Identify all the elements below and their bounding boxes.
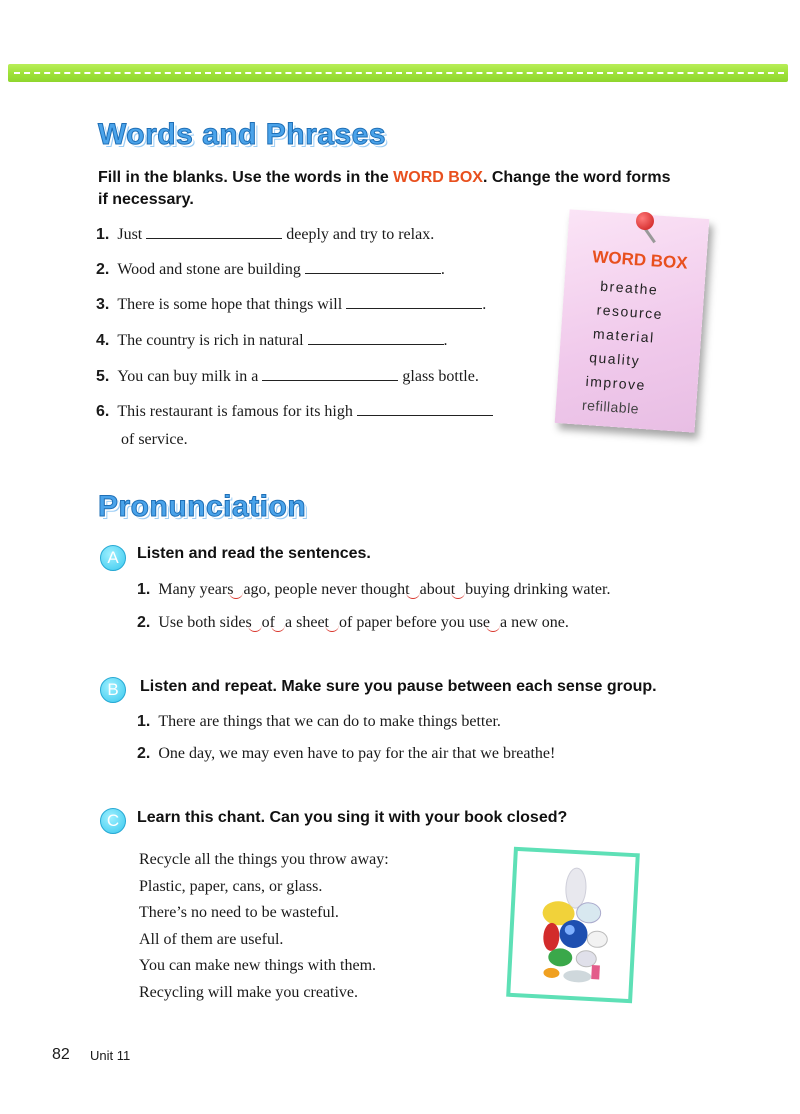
item-text-before: This restaurant is famous for its high — [117, 403, 353, 420]
section-b-badge: B — [100, 677, 126, 703]
word-box — [555, 209, 710, 432]
sentence-number: 2. — [137, 614, 151, 631]
sentence-number: 2. — [137, 745, 151, 762]
instruction-highlight: WORD BOX — [393, 169, 483, 186]
words-phrases-title: Words and Phrases — [98, 118, 387, 151]
word-box-word: resource — [596, 301, 664, 323]
item-number: 5. — [96, 368, 110, 385]
sentence-part: paper before you use — [352, 614, 491, 631]
chant-line: There’s no need to be wasteful. — [139, 904, 339, 922]
sentence-part: about — [415, 581, 456, 598]
item-text-after: . — [443, 332, 448, 349]
exercise-item-1 — [96, 224, 434, 246]
chant-lyrics — [139, 847, 389, 1007]
word-box-word: material — [592, 325, 656, 346]
section-a-sentence-2 — [137, 612, 569, 634]
exercise-item-6-line2: of service. — [121, 431, 188, 448]
sentence-part: ago, people never thought — [239, 581, 410, 598]
pushpin-icon — [636, 212, 654, 230]
item-text-before: You can buy milk in a — [117, 368, 259, 385]
section-b-sentence-2 — [137, 743, 555, 765]
item-text-before: Wood and stone are building — [117, 261, 301, 278]
answer-blank[interactable] — [146, 224, 282, 239]
instruction-text-2: . Change the word forms — [482, 169, 671, 186]
section-a-instruction: Listen and read the sentences. — [137, 545, 371, 562]
header-stripe-dashes — [14, 72, 784, 74]
words-instruction — [98, 167, 718, 211]
answer-blank[interactable] — [262, 366, 398, 381]
sentence-number: 1. — [137, 581, 151, 598]
section-c-instruction: Learn this chant. Can you sing it with your book closed? — [137, 809, 568, 826]
word-box-title: WORD BOX — [591, 247, 689, 273]
answer-blank[interactable] — [346, 294, 482, 309]
chant-line: Recycle all the things you throw away: — [139, 851, 389, 868]
item-text-before: Just — [117, 226, 143, 243]
exercise-item-2 — [96, 259, 445, 281]
item-number: 4. — [96, 332, 110, 349]
chant-line: All of them are useful. — [139, 930, 284, 948]
item-number: 2. — [96, 261, 110, 278]
chant-line: You can make new things with them. — [139, 957, 377, 975]
sentence-number: 1. — [137, 713, 151, 730]
pronunciation-title: Pronunciation — [98, 490, 307, 523]
word-box-word: breathe — [599, 277, 659, 298]
sentence-part: a — [281, 614, 293, 631]
section-b-instruction: Listen and repeat. Make sure you pause between each sense group. — [140, 678, 657, 695]
item-text-after: . — [440, 261, 445, 278]
sentence-part: Many years — [158, 581, 234, 598]
sentence-part: of — [334, 614, 353, 631]
answer-blank[interactable] — [305, 259, 441, 274]
chant-line: Recycling will make you creative. — [139, 983, 359, 1001]
exercise-item-3 — [96, 294, 486, 316]
exercise-item-6 — [96, 401, 493, 423]
item-text-after: . — [482, 296, 487, 313]
sentence-part: of — [257, 614, 275, 631]
word-box-word: quality — [588, 349, 641, 369]
item-text-before: There is some hope that things will — [117, 296, 343, 313]
recycling-photo — [506, 847, 640, 1003]
item-text-before: The country is rich in natural — [117, 332, 304, 349]
item-number: 3. — [96, 296, 110, 313]
answer-blank[interactable] — [357, 401, 493, 416]
answer-blank[interactable] — [308, 330, 444, 345]
recyclables-pile-icon — [510, 851, 635, 999]
sentence-text: There are things that we can do to make things better. — [158, 713, 501, 730]
exercise-item-4 — [96, 330, 448, 352]
sentence-text: One day, we may even have to pay for the air that we breathe! — [158, 745, 556, 762]
page-number: 82 — [52, 1046, 70, 1063]
sentence-part: a new one. — [496, 614, 569, 631]
item-number: 1. — [96, 226, 110, 243]
unit-label: Unit 11 — [90, 1048, 131, 1063]
item-text-after: deeply and try to relax. — [286, 226, 435, 243]
section-b-sentence-1 — [137, 711, 501, 733]
chant-line: Plastic, paper, cans, or glass. — [139, 877, 323, 895]
sentence-part: buying drinking water. — [461, 581, 611, 598]
section-a-badge: A — [100, 545, 126, 571]
sentence-part: Use both sides — [158, 614, 252, 631]
item-number: 6. — [96, 403, 110, 420]
sentence-part: sheet — [292, 614, 329, 631]
section-c-badge: C — [100, 808, 126, 834]
word-box-word: improve — [585, 372, 647, 394]
exercise-item-5 — [96, 366, 479, 388]
section-a-sentence-1 — [137, 579, 610, 601]
instruction-text-1: Fill in the blanks. Use the words in the — [98, 169, 394, 186]
item-text-after: glass bottle. — [402, 368, 479, 385]
word-box-word: refillable — [581, 396, 640, 417]
instruction-text-3: if necessary. — [98, 191, 194, 208]
